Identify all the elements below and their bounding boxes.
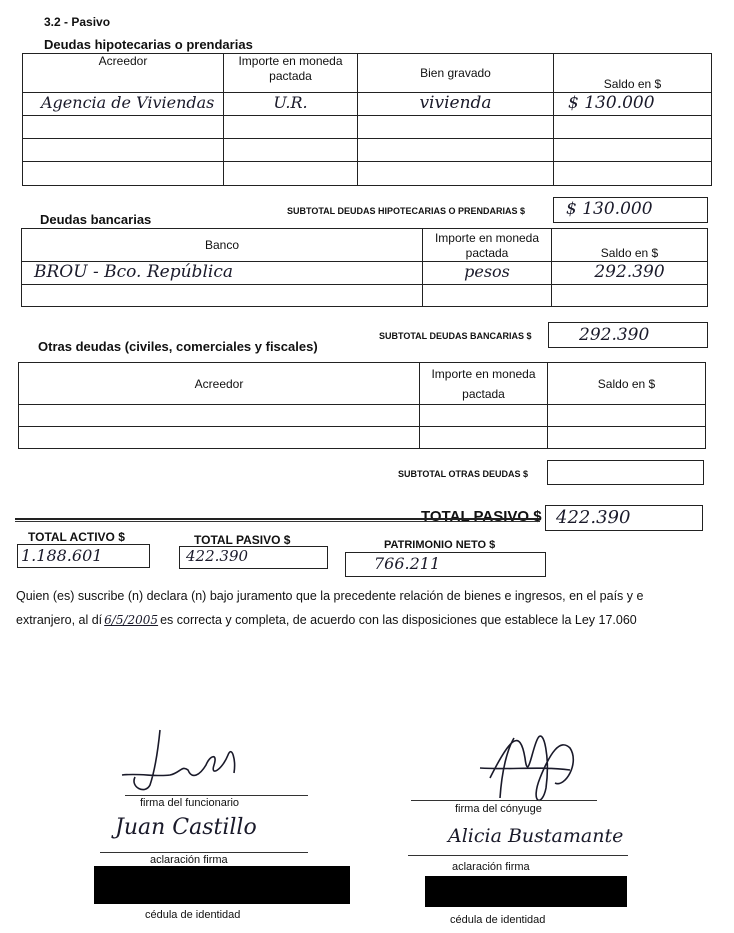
table-row: [22, 262, 708, 285]
total-activo-box: [17, 544, 150, 568]
declaration-line-2: [16, 613, 734, 627]
mortgage-table: [22, 53, 712, 186]
table-row: [23, 139, 712, 162]
mortgage-subtotal-label: SUBTOTAL DEUDAS HIPOTECARIAS O PRENDARIAS $: [287, 206, 526, 216]
bank-title: Deudas bancarias: [40, 212, 152, 227]
declaration-after-date: es correcta y completa, de acuerdo con las disposiciones que establece la Ley 17.060: [160, 613, 637, 627]
firma-funcionario-line: [125, 795, 308, 796]
other-header-acreedor: Acreedor: [19, 363, 420, 405]
cedula-funcionario-label: cédula de identidad: [145, 909, 241, 921]
bank-name: BROU - Bco. República: [22, 262, 423, 285]
patrimonio-label: PATRIMONIO NETO $: [384, 539, 496, 551]
mortgage-header-acreedor: Acreedor: [23, 54, 224, 93]
patrimonio-value: 766.211: [374, 554, 441, 573]
other-header-saldo: Saldo en $: [548, 363, 706, 405]
mortgage-amount: U.R.: [224, 93, 358, 116]
other-subtotal-box: [547, 460, 704, 485]
aclaracion-funcionario-label: aclaración firma: [150, 854, 228, 866]
mortgage-header-saldo: Saldo en $: [554, 54, 712, 93]
aclaracion-conyuge-label: aclaración firma: [452, 861, 530, 873]
total-activo-label: TOTAL ACTIVO $: [28, 530, 125, 544]
bank-amount: pesos: [423, 262, 552, 285]
bank-table: [21, 228, 708, 307]
declaration-before-date: extranjero, al dí: [16, 613, 103, 627]
table-row: [23, 162, 712, 186]
bank-subtotal-value: 292.390: [579, 325, 650, 345]
bank-header-importe: Importe en moneda pactada: [423, 229, 552, 262]
aclaracion-conyuge-name: Alicia Bustamante: [448, 825, 624, 847]
total-pasivo-value: 422.390: [556, 507, 631, 528]
total-pasivo-label: TOTAL PASIVO $: [421, 508, 542, 525]
aclaracion-funcionario-name: Juan Castillo: [115, 815, 257, 840]
mortgage-title: Deudas hipotecarias o prendarias: [44, 37, 253, 52]
patrimonio-box: [345, 552, 546, 577]
other-subtotal-label: SUBTOTAL OTRAS DEUDAS $: [398, 469, 529, 479]
aclaracion-conyuge-line: [408, 855, 628, 856]
declaration-date: 6/5/2005: [104, 613, 159, 627]
mortgage-header-bien: Bien gravado: [358, 54, 554, 93]
mortgage-subtotal-value: $ 130.000: [566, 199, 653, 219]
bank-header-banco: Banco: [22, 229, 423, 262]
bank-subtotal-label: SUBTOTAL DEUDAS BANCARIAS $: [379, 331, 532, 341]
divider: [15, 521, 540, 522]
signature-funcionario: [110, 725, 250, 805]
table-row: [19, 405, 706, 427]
firma-conyuge-line: [411, 800, 597, 801]
other-table: [18, 362, 706, 449]
other-title: Otras deudas (civiles, comerciales y fiscales): [38, 339, 318, 354]
table-row: [23, 93, 712, 116]
table-row: [22, 285, 708, 307]
mortgage-asset: vivienda: [358, 93, 554, 116]
mortgage-subtotal-box: [553, 197, 708, 223]
total-pasivo-small-label: TOTAL PASIVO $: [194, 533, 291, 547]
other-header-importe: Importe en moneda pactada: [420, 363, 548, 405]
mortgage-creditor: Agencia de Viviendas: [23, 93, 224, 116]
total-pasivo-box: [545, 505, 703, 531]
bank-header-saldo: Saldo en $: [552, 229, 708, 262]
bank-balance: 292.390: [552, 262, 708, 285]
bank-subtotal-box: [548, 322, 708, 348]
total-activo-value: 1.188.601: [21, 546, 103, 565]
table-row: [19, 427, 706, 449]
total-pasivo-small-box: [179, 546, 328, 569]
mortgage-balance: $ 130.000: [554, 93, 712, 116]
table-row: [23, 116, 712, 139]
declaration-line-1: Quien (es) suscribe (n) declara (n) bajo juramento que la precedente relación de bienes e ingresos, en el país y e: [16, 589, 644, 603]
total-pasivo-small-value: 422.390: [186, 547, 249, 565]
divider: [15, 518, 540, 520]
mortgage-header-importe: Importe en moneda pactada: [224, 54, 358, 93]
redaction-cedula-conyuge: [425, 876, 627, 907]
section-title: 3.2 - Pasivo: [44, 15, 111, 29]
firma-conyuge-label: firma del cónyuge: [455, 803, 542, 815]
firma-funcionario-label: firma del funcionario: [140, 797, 240, 809]
aclaracion-funcionario-line: [100, 852, 308, 853]
cedula-conyuge-label: cédula de identidad: [450, 914, 546, 926]
redaction-cedula-funcionario: [94, 866, 350, 904]
